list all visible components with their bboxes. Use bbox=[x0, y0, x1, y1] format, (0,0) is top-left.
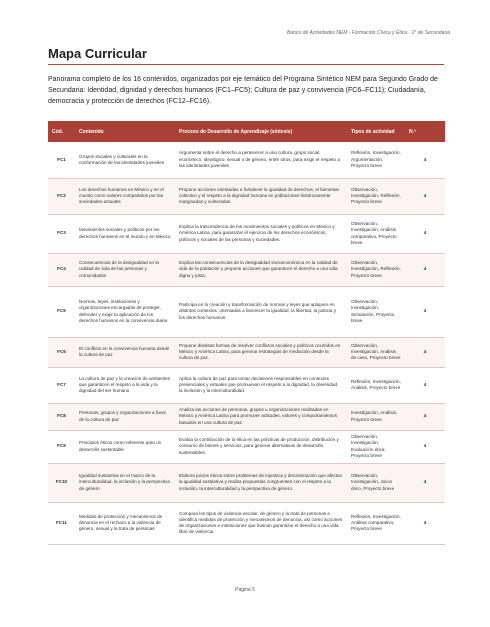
row-code: FC9 bbox=[48, 430, 75, 463]
header-activity-types: Tipos de actividad bbox=[347, 121, 405, 142]
row-activity-types: Observación, Investigación, Juicio ético, Proyecto breve bbox=[347, 463, 405, 502]
row-activity-types: Observación, Investigación, Evaluación ética, Proyecto breve bbox=[347, 430, 405, 463]
header-code: Cód. bbox=[48, 121, 75, 142]
row-activity-types: Observación, Investigación, Reflexión, Proyecto breve bbox=[347, 253, 405, 286]
header-process: Proceso de Desarrollo de Aprendizaje (síntesis) bbox=[175, 121, 347, 142]
row-content: La cultura de paz y la creación de ambientes que garanticen el respeto a la vida y la dignidad del ser humano bbox=[75, 367, 175, 403]
row-count: 4 bbox=[405, 286, 445, 337]
row-process: Explica la trascendencia de los movimientos sociales y políticos en México y América Latina, para garantizar el ejercicio de los derechos económicos, políticos y sociales de las personas y sociedades. bbox=[175, 214, 347, 253]
table-row bbox=[48, 142, 445, 178]
row-content: Medidas de protección y mecanismos de denuncia en el rechazo a la violencia de género, sexual y la trata de personas bbox=[75, 502, 175, 544]
row-code: FC11 bbox=[48, 502, 75, 544]
table-row bbox=[48, 337, 445, 367]
row-process: Participa en la creación y transformación de normas y leyes que apliquen en distintos contextos, orientadas a favorecer la igualdad, la libertad, la justicia y los derechos humanos. bbox=[175, 286, 347, 337]
row-count: 4 bbox=[405, 178, 445, 214]
row-count: 4 bbox=[405, 253, 445, 286]
row-content: Grupos sociales y culturales en la conformación de las identidades juveniles bbox=[75, 142, 175, 178]
row-content: El conflicto en la convivencia humana desde la cultura de paz bbox=[75, 337, 175, 367]
row-process: Compara los tipos de violencia escolar, de género y la trata de personas e identifica medidas de protección y mecanismos de denuncia, así como acciones de organizaciones e instituciones que buscan garantizar el derecho a una vida libre de violencia. bbox=[175, 502, 347, 544]
row-process: Aplica la cultura de paz para tomar decisiones responsables en contextos presenciales y virtuales que promuevan el respeto a la dignidad, la diversidad, la inclusión y la interculturalidad. bbox=[175, 367, 347, 403]
row-count: 4 bbox=[405, 367, 445, 403]
row-code: FC6 bbox=[48, 337, 75, 367]
table-row bbox=[48, 178, 445, 214]
row-code: FC8 bbox=[48, 403, 75, 430]
row-code: FC5 bbox=[48, 286, 75, 337]
row-process: Elabora juicios éticos sobre problemas de injusticia y discriminación que afectan la igualdad sustantiva y realiza propuestas congruentes con el respeto a la inclusión, la interculturalidad y la perspectiva de género. bbox=[175, 463, 347, 502]
row-count: 4 bbox=[405, 337, 445, 367]
row-code: FC7 bbox=[48, 367, 75, 403]
row-code: FC10 bbox=[48, 463, 75, 502]
row-code: FC3 bbox=[48, 214, 75, 253]
row-code: FC1 bbox=[48, 142, 75, 178]
row-count: 4 bbox=[405, 463, 445, 502]
row-code: FC4 bbox=[48, 253, 75, 286]
table-row bbox=[48, 430, 445, 463]
row-content: Los derechos humanos en México y en el mundo como valores compartidos por las sociedades actuales bbox=[75, 178, 175, 214]
row-activity-types: Observación, Investigación, Análisis comparativo, Proyecto breve bbox=[347, 214, 405, 253]
table-row bbox=[48, 214, 445, 253]
page-title: Mapa Curricular bbox=[48, 46, 147, 61]
row-activity-types: Observación, Investigación, Simulación, Proyecto breve bbox=[347, 286, 405, 337]
title-divider bbox=[48, 64, 444, 65]
row-content: Principios éticos como referente para un desarrollo sustentable bbox=[75, 430, 175, 463]
row-code: FC2 bbox=[48, 178, 75, 214]
table-row bbox=[48, 253, 445, 286]
row-activity-types: Observación, Investigación, Análisis de caso, Proyecto breve bbox=[347, 337, 405, 367]
row-count: 4 bbox=[405, 502, 445, 544]
row-process: Propone distintas formas de resolver conflictos sociales y políticos ocurridos en México y América Latina, para generar estrategias de mediación desde la cultura de paz. bbox=[175, 337, 347, 367]
row-process: Explica las consecuencias de la desigualdad socioeconómica en la calidad de vida de la población y propone acciones que garanticen el derecho a una vida digna y justa. bbox=[175, 253, 347, 286]
intro-paragraph: Panorama completo de los 16 contenidos, organizados por eje temático del Programa Sintético NEM para Segundo Grado de Secundaria: Identidad, dignidad y derechos humanos (FC1–FC5); Cultura de paz y convivencia (FC6–FC11); Ciudadanía, democracia y protección de derechos (FC12–FC16). bbox=[48, 76, 438, 105]
row-process: Argumenta sobre el derecho a pertenecer a una cultura, grupo social, económico, ideológico, sexual o de género, entre otros, para exigir el respeto a las identidades juveniles. bbox=[175, 142, 347, 178]
row-content: Movimientos sociales y políticos por los derechos humanos en el mundo y en México bbox=[75, 214, 175, 253]
row-activity-types: Reflexión, Investigación, Análisis, Proyecto breve bbox=[347, 367, 405, 403]
page-number: Página 5 bbox=[235, 587, 255, 593]
row-count: 4 bbox=[405, 142, 445, 178]
row-process: Analiza las acciones de personas, grupos u organizaciones realizadas en México y América Latina para promover actitudes, valores y comportamientos basados en una cultura de paz. bbox=[175, 403, 347, 430]
curriculum-table bbox=[48, 121, 445, 545]
row-count: 4 bbox=[405, 214, 445, 253]
table-row bbox=[48, 463, 445, 502]
row-activity-types: Investigación, Análisis, Proyecto breve bbox=[347, 403, 405, 430]
row-content: Consecuencias de la desigualdad en la calidad de vida de las personas y comunidades bbox=[75, 253, 175, 286]
running-header: Banco de Actividades NEM - Formación Cívica y Ética · 2° de Secundaria bbox=[287, 30, 450, 36]
row-activity-types: Reflexión, Investigación, Argumentación, Proyecto breve bbox=[347, 142, 405, 178]
table-row bbox=[48, 286, 445, 337]
row-process: Evalúa la contribución de la ética en las prácticas de producción, distribución y consumo de bienes y servicios, para generar alternativas de desarrollo sustentables. bbox=[175, 430, 347, 463]
table-row bbox=[48, 367, 445, 403]
table-row bbox=[48, 403, 445, 430]
table-header-row bbox=[48, 121, 445, 142]
header-number: N.º bbox=[405, 121, 445, 142]
row-content: Personas, grupos y organizaciones a favor de la cultura de paz bbox=[75, 403, 175, 430]
row-activity-types: Reflexión, Investigación, Análisis comparativo, Proyecto breve bbox=[347, 502, 405, 544]
row-content: Igualdad sustantiva en el marco de la interculturalidad, la inclusión y la perspectiva de género bbox=[75, 463, 175, 502]
row-process: Propone acciones orientadas a fortalecer la igualdad de derechos, el bienestar colectivo y el respeto a la dignidad humana en poblaciones históricamente marginadas y vulneradas. bbox=[175, 178, 347, 214]
row-activity-types: Observación, Investigación, Reflexión, Proyecto breve bbox=[347, 178, 405, 214]
table-body bbox=[48, 142, 445, 544]
row-count: 4 bbox=[405, 430, 445, 463]
table-row bbox=[48, 502, 445, 544]
row-count: 4 bbox=[405, 403, 445, 430]
header-content: Contenido bbox=[75, 121, 175, 142]
row-content: Normas, leyes, instituciones y organizaciones encargadas de proteger, defender y exigir la aplicación de los derechos humanos en la convivencia diaria bbox=[75, 286, 175, 337]
